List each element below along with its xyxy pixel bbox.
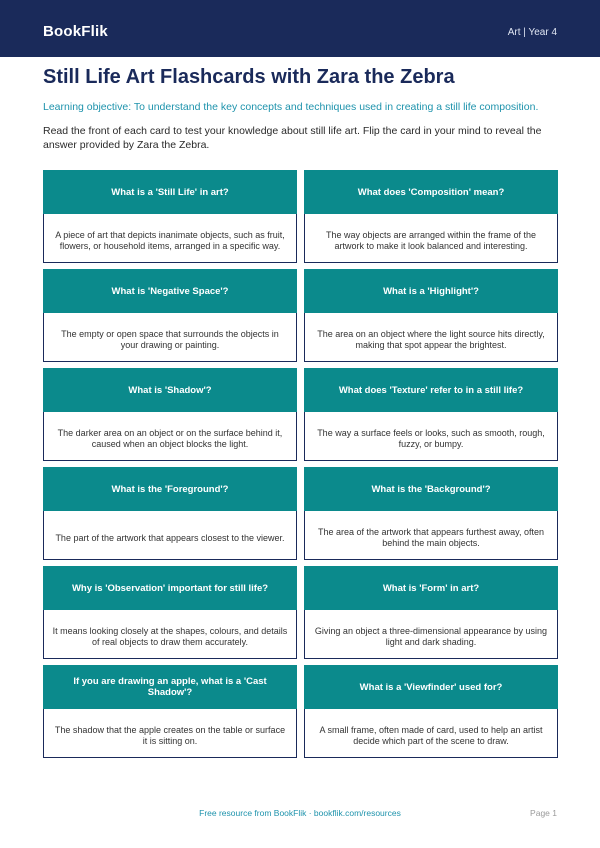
card-answer: The part of the artwork that appears closest to the viewer. (55, 532, 285, 543)
flashcard[interactable] (43, 269, 297, 362)
flashcard[interactable] (43, 665, 297, 758)
card-question: What is a 'Highlight'? (304, 269, 558, 313)
card-question: What is the 'Background'? (304, 467, 558, 511)
flashcard[interactable] (43, 368, 297, 461)
card-question: If you are drawing an apple, what is a 'Cast Shadow'? (43, 665, 297, 709)
brand-logo[interactable]: BookFlik (43, 23, 108, 40)
flashcard[interactable] (304, 368, 558, 461)
card-answer: A small frame, often made of card, used to help an artist decide which part of the scene to draw. (319, 725, 543, 746)
page-number: Page 1 (530, 808, 557, 818)
card-answer: It means looking closely at the shapes, colours, and details of real objects to draw them accurately. (52, 626, 288, 647)
card-question: What is the 'Foreground'? (43, 467, 297, 511)
card-question: What is a 'Still Life' in art? (43, 170, 297, 214)
card-answer: The shadow that the apple creates on the table or surface it is sitting on. (54, 725, 286, 746)
card-question: What is 'Shadow'? (43, 368, 297, 412)
card-question: What is 'Form' in art? (304, 566, 558, 610)
flashcard[interactable] (43, 170, 297, 263)
page-title: Still Life Art Flashcards with Zara the Zebra (43, 66, 455, 88)
card-answer: The darker area on an object or on the surface behind it, caused when an object blocks the light. (57, 428, 283, 449)
flashcard[interactable] (304, 269, 558, 362)
flashcard-grid (43, 170, 558, 758)
footer-link[interactable]: Free resource from BookFlik · bookflik.com/resources (199, 808, 401, 818)
flashcard[interactable] (304, 170, 558, 263)
intro-text: Read the front of each card to test your knowledge about still life art. Flip the card in your mind to reveal the answer provided by Zara the Zebra. (43, 125, 542, 151)
subject-label: Art | Year 4 (507, 27, 557, 38)
card-question: What is a 'Viewfinder' used for? (304, 665, 558, 709)
card-question: What does 'Texture' refer to in a still life? (304, 368, 558, 412)
header-bar (0, 0, 600, 57)
card-answer: The area on an object where the light source hits directly, making that spot appear the brightest. (317, 329, 545, 350)
flashcard[interactable] (304, 566, 558, 659)
card-answer: A piece of art that depicts inanimate objects, such as fruit, flowers, or household items, arranged in a specific way. (55, 230, 285, 251)
flashcard[interactable] (43, 467, 297, 560)
flashcard[interactable] (304, 665, 558, 758)
card-answer: The way objects are arranged within the frame of the artwork to make it look balanced and interesting. (325, 230, 537, 251)
card-question: What is 'Negative Space'? (43, 269, 297, 313)
card-answer: The area of the artwork that appears furthest away, often behind the main objects. (318, 527, 544, 548)
learning-objective: Learning objective: To understand the key concepts and techniques used in creating a still life composition. (43, 101, 539, 113)
flashcard[interactable] (304, 467, 558, 560)
card-question: Why is 'Observation' important for still life? (43, 566, 297, 610)
card-answer: Giving an object a three-dimensional appearance by using light and dark shading. (314, 626, 548, 647)
card-answer: The empty or open space that surrounds the objects in your drawing or painting. (61, 329, 279, 350)
flashcard[interactable] (43, 566, 297, 659)
card-answer: The way a surface feels or looks, such as smooth, rough, fuzzy, or bumpy. (317, 428, 545, 449)
card-question: What does 'Composition' mean? (304, 170, 558, 214)
